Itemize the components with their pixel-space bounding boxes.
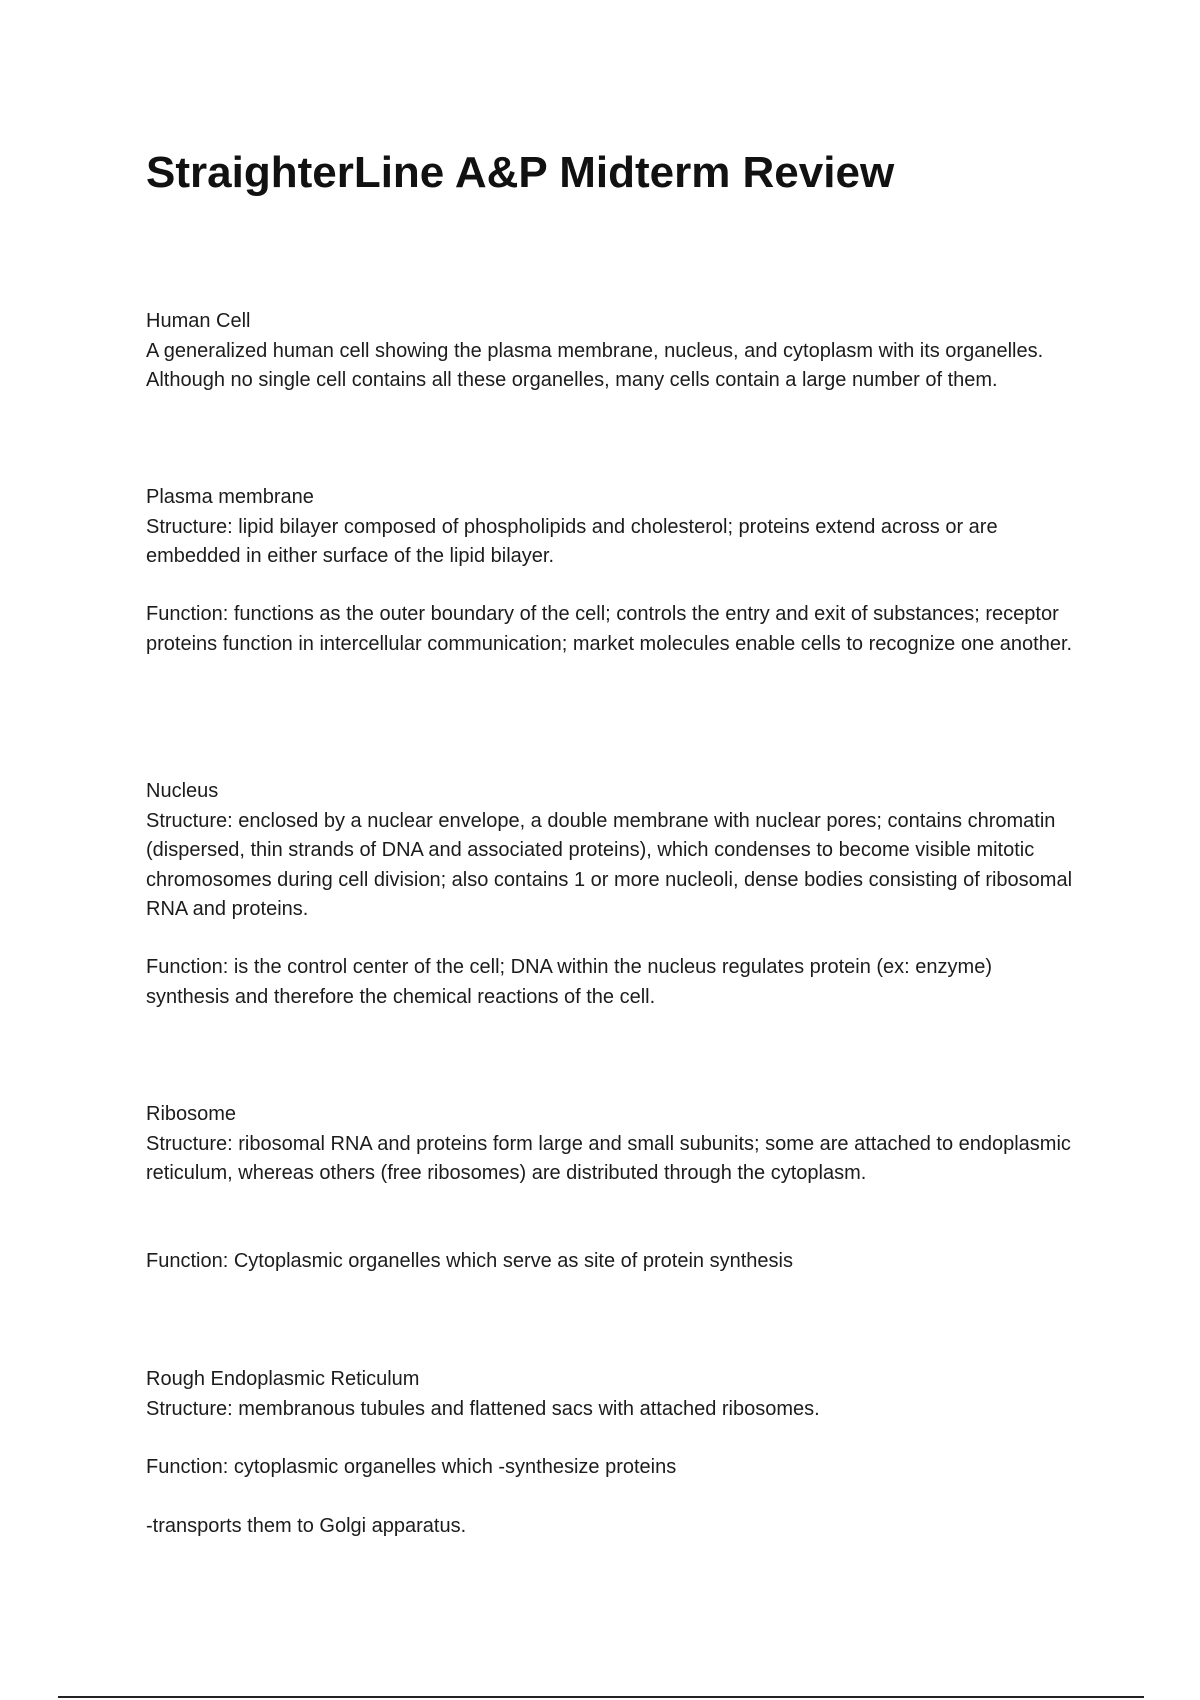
entry-nucleus <box>146 777 1076 925</box>
entry-structure: Structure: ribosomal RNA and proteins form large and small subunits; some are attached to endoplasmic reticulum, whereas others (free ribosomes) are distributed through the cytoplasm. <box>146 1132 1071 1184</box>
entry-structure: Structure: membranous tubules and flattened sacs with attached ribosomes. <box>146 1397 820 1420</box>
entry-heading: Rough Endoplasmic Reticulum <box>146 1368 420 1390</box>
entry-function: Function: functions as the outer boundary of the cell; controls the entry and exit of substances; receptor proteins function in intercellular communication; market molecules enable cells to recognize one another. <box>146 603 1073 655</box>
entry-structure: Structure: enclosed by a nuclear envelope, a double membrane with nuclear pores; contains chromatin (dispersed, thin strands of DNA and associated proteins), which condenses to become visible mitotic chromosomes during cell division; also contains 1 or more nucleoli, dense bodies consisting of ribosomal RNA and proteins. <box>146 809 1073 920</box>
entry-extra: -transports them to Golgi apparatus. <box>146 1515 467 1537</box>
entry-function: Function: is the control center of the cell; DNA within the nucleus regulates protein (ex: enzyme) synthesis and therefore the chemical reactions of the cell. <box>146 956 992 1008</box>
entry-human-cell <box>146 307 1076 396</box>
entry-plasma-membrane <box>146 483 1076 572</box>
entry-heading: Plasma membrane <box>146 486 314 508</box>
entry-description: A generalized human cell showing the plasma membrane, nucleus, and cytoplasm with its organelles. Although no single cell contains all these organelles, many cells contain a large number of them. <box>146 339 1044 391</box>
entry-heading: Human Cell <box>146 310 251 332</box>
entry-rough-er-extra <box>146 1512 1076 1542</box>
entry-heading: Ribosome <box>146 1103 237 1125</box>
entry-function: Function: cytoplasmic organelles which -synthesize proteins <box>146 1456 677 1478</box>
entry-ribosome-function <box>146 1247 1076 1277</box>
entry-nucleus-function <box>146 953 1076 1012</box>
entry-plasma-membrane-function <box>146 600 1076 659</box>
entry-rough-er <box>146 1365 1076 1424</box>
entry-rough-er-function <box>146 1453 1076 1483</box>
entry-heading: Nucleus <box>146 780 219 802</box>
document-title: StraighterLine A&P Midterm Review <box>146 148 895 197</box>
entry-structure: Structure: lipid bilayer composed of phospholipids and cholesterol; proteins extend across or are embedded in either surface of the lipid bilayer. <box>146 515 998 567</box>
entry-function: Function: Cytoplasmic organelles which serve as site of protein synthesis <box>146 1250 793 1272</box>
entry-ribosome <box>146 1100 1076 1189</box>
page-bottom-divider <box>58 1696 1144 1698</box>
